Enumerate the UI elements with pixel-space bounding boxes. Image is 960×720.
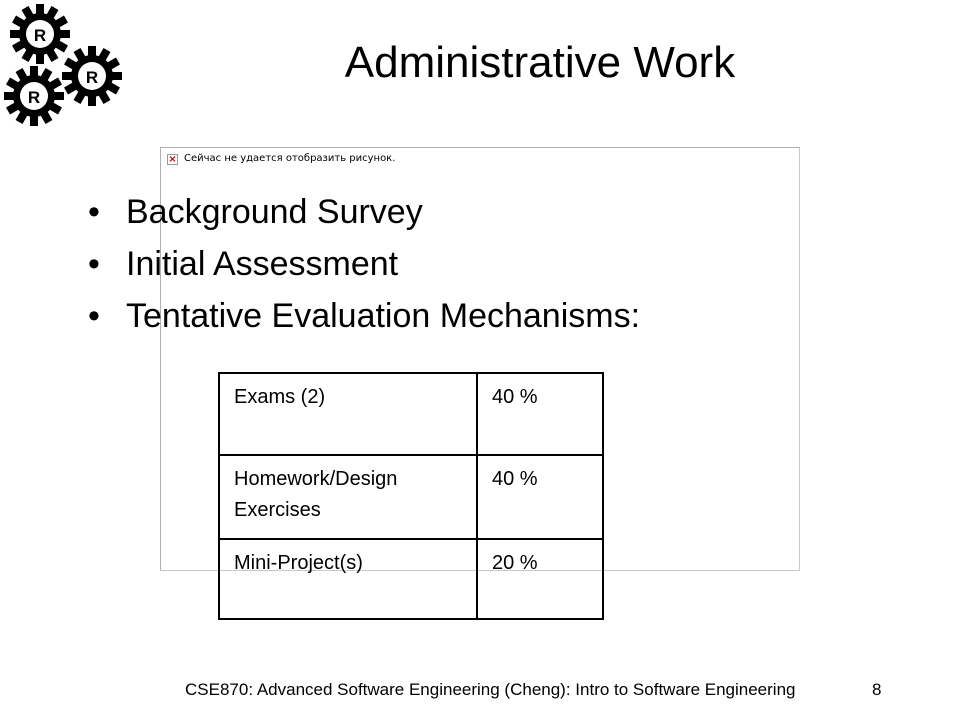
logo-letter: R — [85, 68, 99, 87]
gears-logo — [0, 0, 135, 135]
logo-letter: R — [27, 88, 41, 107]
table-cell-weight: 20 % — [477, 539, 603, 619]
table-row — [219, 373, 603, 455]
bullet-item: • Background Survey — [88, 193, 423, 231]
table-row — [219, 455, 603, 539]
table-cell-weight: 40 % — [477, 455, 603, 539]
footer-course: CSE870: Advanced Software Engineering (Cheng): Intro to Software Engineering — [185, 680, 796, 699]
broken-image-icon: × — [168, 154, 177, 165]
broken-image-message: Сейчас не удается отобразить рисунок. — [184, 153, 396, 164]
slide-title: Administrative Work — [344, 38, 736, 87]
table-cell-item: Homework/Design Exercises — [219, 455, 477, 539]
page-number: 8 — [872, 680, 882, 699]
table-row — [219, 539, 603, 619]
table-cell-item: Mini-Project(s) — [219, 539, 477, 619]
table-cell-weight: 40 % — [477, 373, 603, 455]
bullet-item: • Initial Assessment — [88, 245, 399, 283]
evaluation-table — [218, 372, 604, 620]
bullet-list — [88, 186, 640, 342]
table-cell-item: Exams (2) — [219, 373, 477, 455]
bullet-item: • Tentative Evaluation Mechanisms: — [88, 297, 641, 335]
logo-letter: R — [33, 26, 47, 45]
